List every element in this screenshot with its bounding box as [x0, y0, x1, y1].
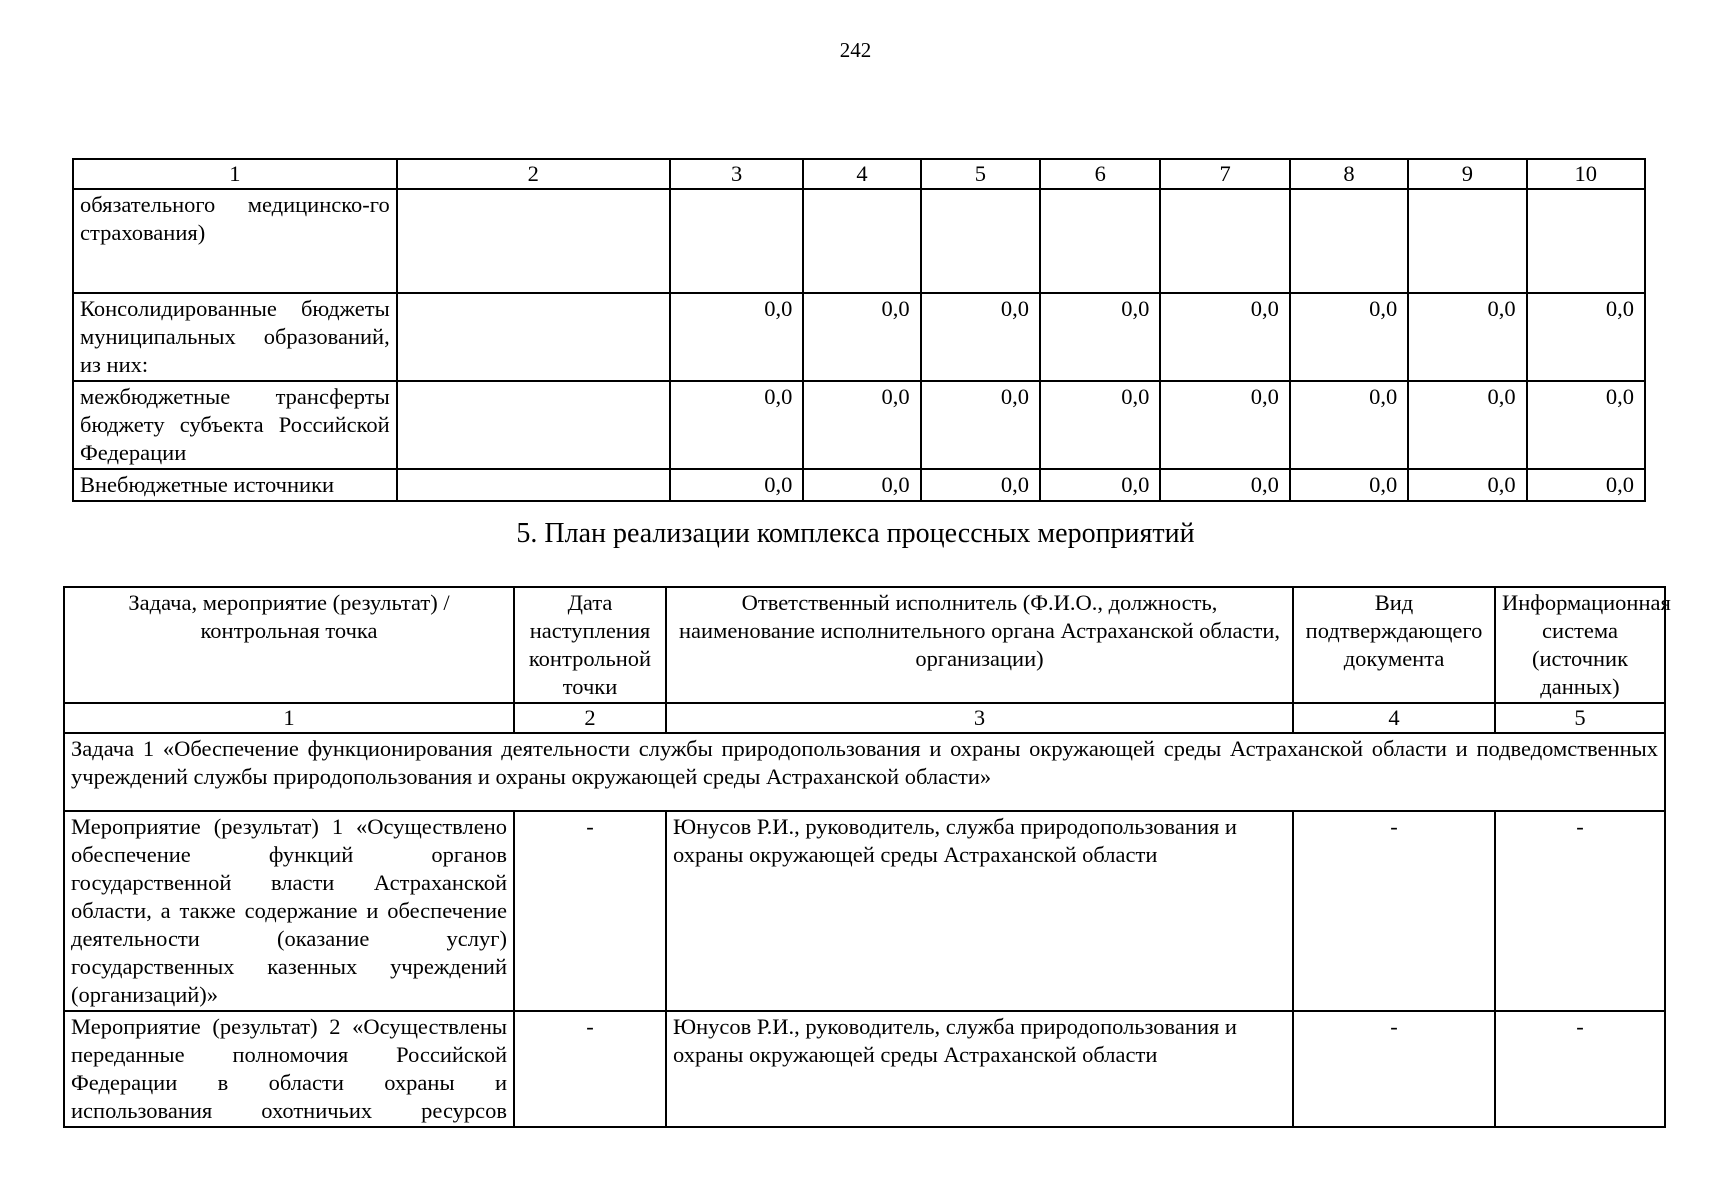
- table-cell: 0,0: [1527, 293, 1645, 381]
- row-label: обязательного медицинско-го страхования): [73, 189, 397, 293]
- table-cell: 0,0: [1527, 469, 1645, 501]
- table-cell: [1527, 189, 1645, 293]
- table-cell: [397, 381, 670, 469]
- table-cell: [1160, 189, 1289, 293]
- column-number: 9: [1408, 159, 1526, 189]
- table-row: [73, 381, 1645, 469]
- table-cell: 0,0: [670, 293, 804, 381]
- table-cell: 0,0: [921, 469, 1040, 501]
- table-cell: 0,0: [1040, 293, 1160, 381]
- table-cell: 0,0: [1290, 293, 1408, 381]
- column-number: 8: [1290, 159, 1408, 189]
- plan-table: [63, 586, 1671, 1128]
- table-cell: [921, 189, 1040, 293]
- table-cell: 0,0: [1160, 381, 1289, 469]
- row-label: Внебюджетные источники: [73, 469, 397, 501]
- event-responsible: Юнусов Р.И., руководитель, служба природопользования и охраны окружающей среды Астраханской области: [666, 1011, 1293, 1127]
- table-cell: 0,0: [1160, 293, 1289, 381]
- table-cell: [670, 189, 804, 293]
- column-number: 4: [1293, 703, 1495, 733]
- table-cell: 0,0: [1408, 469, 1526, 501]
- column-header: Ответственный исполнитель (Ф.И.О., должность, наименование исполнительного органа Астраханской области, организации): [666, 587, 1293, 703]
- table-row: [73, 293, 1645, 381]
- table-cell: 0,0: [803, 469, 920, 501]
- column-number: 2: [514, 703, 666, 733]
- column-number: 6: [1040, 159, 1160, 189]
- table-cell: 0,0: [1527, 381, 1645, 469]
- table-cell: [1408, 189, 1526, 293]
- task-row: [64, 733, 1665, 811]
- table-cell: 0,0: [1408, 293, 1526, 381]
- column-header: Информационная система (источник данных): [1495, 587, 1665, 703]
- table-cell: [397, 189, 670, 293]
- event-system: -: [1495, 1011, 1665, 1127]
- page-number: 242: [839, 38, 872, 62]
- table-cell: [397, 469, 670, 501]
- table-cell: 0,0: [1408, 381, 1526, 469]
- column-number: 5: [1495, 703, 1665, 733]
- column-number: 1: [64, 703, 514, 733]
- table-cell: 0,0: [803, 293, 920, 381]
- event-name: Мероприятие (результат) 1 «Осуществлено обеспечение функций органов государственной власти Астраханской области, а также содержание и обеспечение деятельности (оказание услуг) государственных казенных учреждений (организаций)»: [64, 811, 514, 1011]
- table-cell: [803, 189, 920, 293]
- table-cell: [397, 293, 670, 381]
- column-number: 1: [73, 159, 397, 189]
- event-date: -: [514, 1011, 666, 1127]
- table-cell: [1290, 189, 1408, 293]
- plan-column-numbers: [64, 703, 1665, 733]
- column-number: 5: [921, 159, 1040, 189]
- table-cell: 0,0: [1290, 469, 1408, 501]
- row-label: межбюджетные трансферты бюджету субъекта Российской Федерации: [73, 381, 397, 469]
- event-system: -: [1495, 811, 1665, 1011]
- table-cell: 0,0: [670, 381, 804, 469]
- column-number: 2: [397, 159, 670, 189]
- finance-column-numbers: [73, 159, 1645, 189]
- table-cell: 0,0: [921, 293, 1040, 381]
- event-date: -: [514, 811, 666, 1011]
- event-name: Мероприятие (результат) 2 «Осуществлены переданные полномочия Российской Федерации в области охраны и использования охотничьих ресурсов: [64, 1011, 514, 1127]
- column-number: 10: [1527, 159, 1645, 189]
- event-responsible: Юнусов Р.И., руководитель, служба природопользования и охраны окружающей среды Астраханской области: [666, 811, 1293, 1011]
- table-cell: 0,0: [1040, 469, 1160, 501]
- table-cell: 0,0: [921, 381, 1040, 469]
- column-number: 7: [1160, 159, 1289, 189]
- table-row: [64, 811, 1665, 1011]
- column-number: 3: [666, 703, 1293, 733]
- table-row: [64, 1011, 1665, 1127]
- column-number: 3: [670, 159, 804, 189]
- event-document: -: [1293, 1011, 1495, 1127]
- plan-header-row: [64, 587, 1665, 703]
- table-cell: 0,0: [803, 381, 920, 469]
- task-text: Задача 1 «Обеспечение функционирования деятельности службы природопользования и охраны окружающей среды Астраханской области и подведомственных учреждений службы природопользования и охраны окружающей среды Астраханской области»: [64, 733, 1665, 811]
- column-header: Задача, мероприятие (результат) / контрольная точка: [64, 587, 514, 703]
- column-header: Дата наступления контрольной точки: [514, 587, 666, 703]
- row-label: Консолидированные бюджеты муниципальных образований, из них:: [73, 293, 397, 381]
- table-row: [73, 189, 1645, 293]
- table-row: [73, 469, 1645, 501]
- table-cell: 0,0: [1160, 469, 1289, 501]
- column-header: Вид подтверждающего документа: [1293, 587, 1495, 703]
- section-title: 5. План реализации комплекса процессных мероприятий: [516, 518, 1195, 549]
- finance-table: [72, 158, 1646, 502]
- table-cell: 0,0: [1290, 381, 1408, 469]
- event-document: -: [1293, 811, 1495, 1011]
- column-number: 4: [803, 159, 920, 189]
- table-cell: 0,0: [1040, 381, 1160, 469]
- table-cell: 0,0: [670, 469, 804, 501]
- table-cell: [1040, 189, 1160, 293]
